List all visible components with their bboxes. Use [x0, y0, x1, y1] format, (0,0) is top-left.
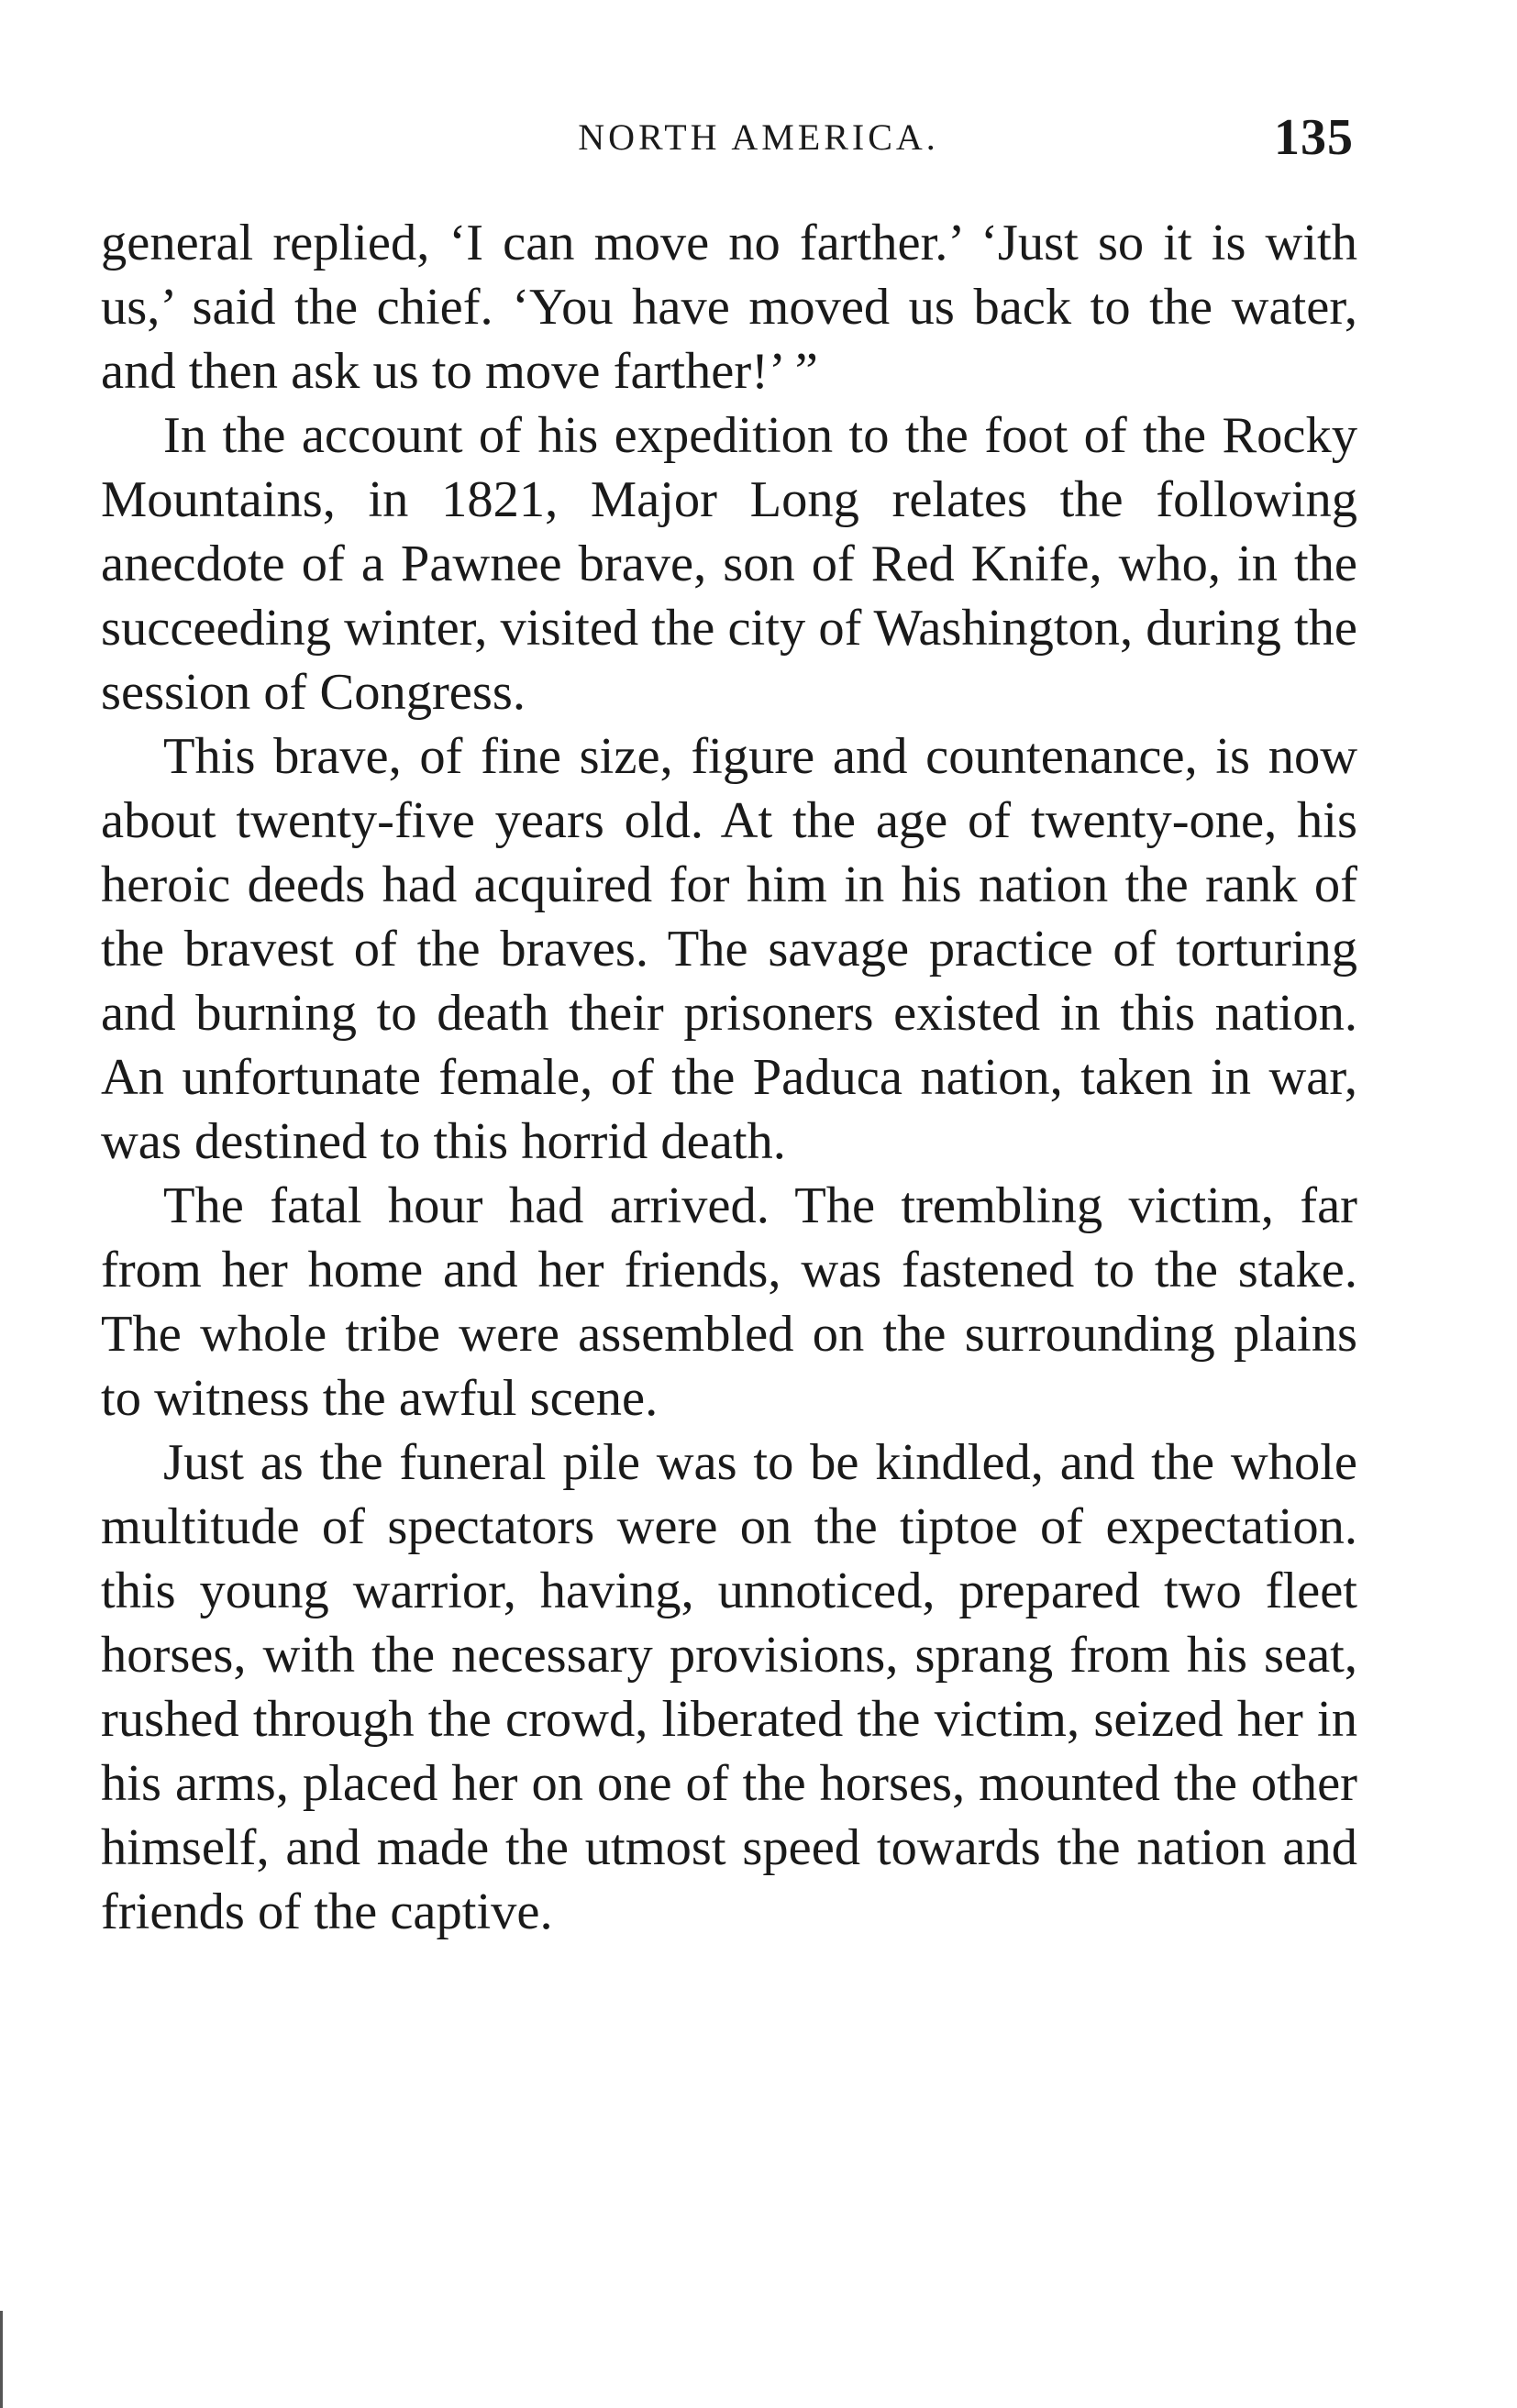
body-text — [101, 211, 1357, 1944]
paragraph-major-long: In the account of his expedition to the foot of the Rocky Mountains, in 1821, Major Long relates the following anecdote of a Pawnee brave, son of Red Knife, who, in the succeeding winter, visited the city of Washington, during the session of Congress. — [101, 407, 1357, 721]
paragraph-rescue: Just as the funeral pile was to be kindled, and the whole multitude of spectators were on the tiptoe of expectation. this young warrior, having, unnoticed, prepared two fleet horses, with the necessary provisions, sprang from his seat, rushed through the crowd, liberated the victim, seized her in his arms, placed her on one of the horses, mounted the other himself, and made the utmost speed towards the nation and friends of the captive. — [101, 1434, 1357, 1940]
running-title: NORTH AMERICA. — [578, 116, 939, 158]
paragraph-fatal-hour: The fatal hour had arrived. The trembling victim, far from her home and her friends, was fastened to the stake. The whole tribe were assembled on the surrounding plains to witness the awful scene. — [101, 1177, 1357, 1427]
paragraph-continued: general replied, ‘I can move no farther.’ ‘Just so it is with us,’ said the chief. ‘You have moved us back to the water, and then ask us to move farther!’ ” — [101, 215, 1357, 400]
page-number: 135 — [1274, 109, 1354, 166]
paragraph-brave-description: This brave, of fine size, figure and countenance, is now about twenty-five years old. At the age of twenty-one, his heroic deeds had acquired for him in his nation the rank of the bravest of the braves. The savage practice of torturing and burning to death their prisoners existed in this nation. An unfortunate female, of the Paduca nation, taken in war, was destined to this horrid death. — [101, 728, 1357, 1170]
scan-edge-mark — [0, 2311, 3, 2408]
running-head — [0, 108, 1517, 172]
